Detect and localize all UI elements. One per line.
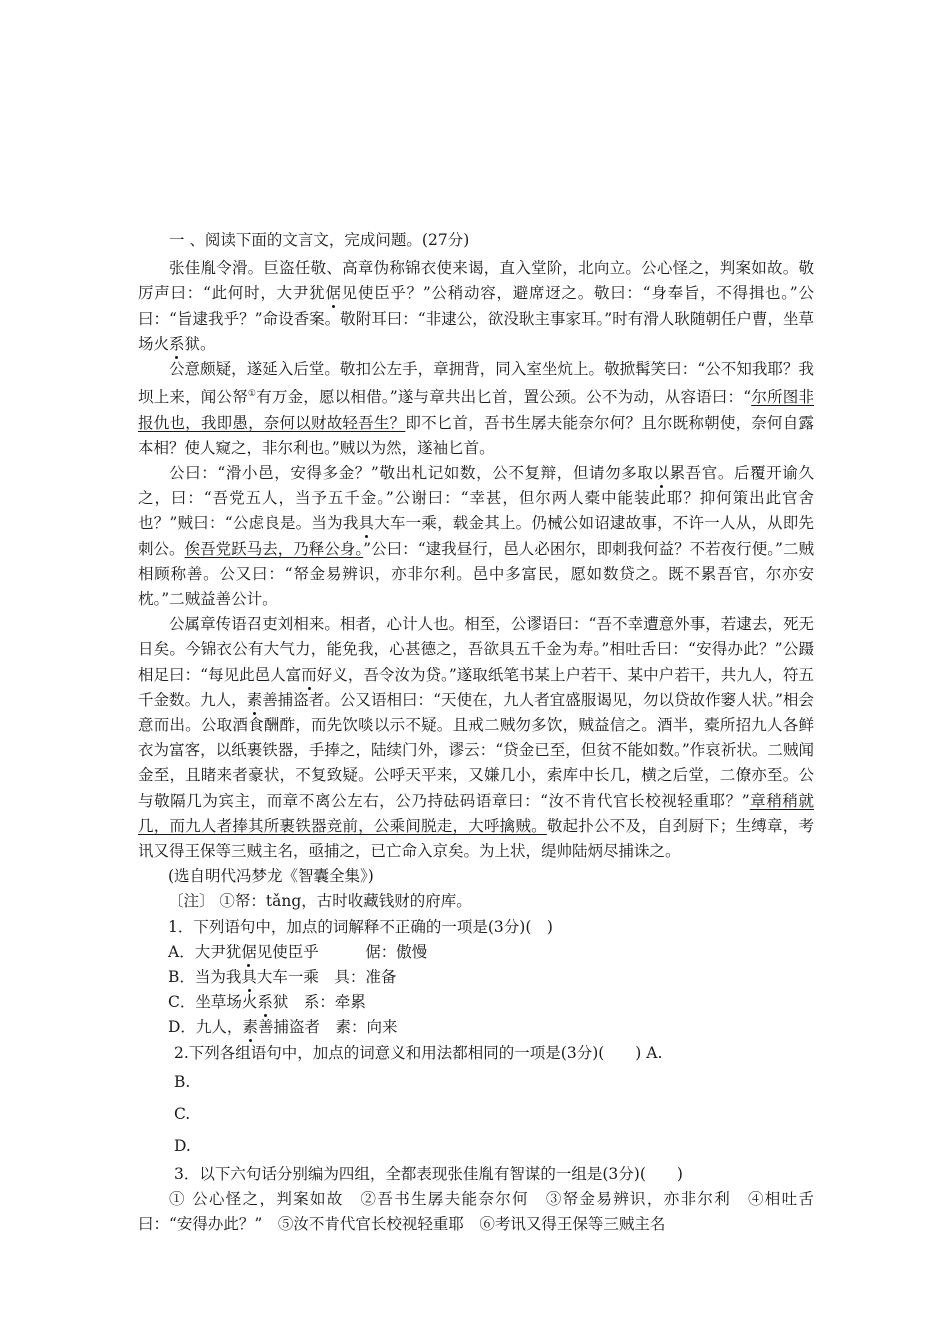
- dotted-word: 系: [257, 993, 273, 1012]
- text-run: ”公曰：“逮我昼行，邑人必困尔，即刺我何益？不若夜行便。”二贼相顾称善。公又曰：“帑金易辨识，亦非尔利。邑中多富民，愿如数贷之。既不累吾官，尔亦安枕。”二贼益善公计。: [138, 539, 814, 608]
- question-2-option-d: D.: [174, 1136, 191, 1155]
- dotted-word: 系: [169, 334, 185, 353]
- question-2-option-b: B.: [174, 1072, 191, 1091]
- passage-paragraph-2: [138, 357, 814, 461]
- dotted-word: 倨: [241, 942, 257, 961]
- question-2-stem: 2.下列各组语句中，加点的词意义和用法都相同的一项是(3分)( ) A.: [174, 1043, 663, 1062]
- option-text: A．大尹犹: [168, 942, 242, 961]
- document-body: [138, 228, 814, 1237]
- text-run: 累吾官。后覆开谕久之，曰：“吾党五人，当予五千金。”公谢曰：“幸甚，但尔两人橐中能装此耶？抑何策出此官舍也？”贼曰：“公虑良是。当为我: [138, 463, 814, 533]
- question-3-items: ① 公心怪之，判案如故 ②吾书生孱夫能奈尔何 ③帑金易辨识，亦非尔利 ④相吐舌曰：“安得办此？” ⑤汝不肯代官长校视轻重耶 ⑥考讯又得王保等三贼主名: [138, 1190, 814, 1234]
- dotted-word: 具: [241, 968, 257, 987]
- text-run: 敬起扑公不及，自刭厨下；生缚章，考讯又得王保等三贼主名，亟捕之，已亡命入京矣。为上状，缇帅陆炳尽捕诛之。: [138, 816, 814, 861]
- option-text: 大车一乘 具：准备: [256, 968, 397, 987]
- dotted-word: 以: [653, 463, 670, 482]
- underlined-sentence: 章稍稍就几，而九人者捧其所裹铁器竞前，公乘间脱走，大呼擒贼。: [138, 791, 814, 835]
- text-run: 狱。: [184, 334, 216, 353]
- passage-paragraph-3: [138, 461, 814, 612]
- question-1-option-b: [138, 965, 814, 990]
- question-1-stem: 1．下列语句中，加点的词解释不正确的一项是(3分)( ): [168, 917, 553, 936]
- footnote-marker: ①: [247, 389, 257, 400]
- text-run: 张佳胤令滑。巨盗任敬、高章伪称锦衣使来谒，直入堂阶，北向立。公心怪之，判案如故。敬厉声曰：“此何时，大尹犹: [138, 259, 814, 303]
- dotted-word: 素: [246, 690, 263, 709]
- text-run: 善捕盗者。公又语相曰：“天使在，九人者宜盛服谒见，勿以贷故作窭人状。”相会意而出。公取酒食酬酢，而先饮啖以示不疑。且戒二贼勿多饮，贼益信之。酒半，橐所招九人各鲜衣为富客，以纸裹铁器，手捧之，陆续门外，谬云：“贷金已至，但贫不能如数。”作哀祈状。二贼闻金至，且睹来者豪状，不复致疑。公呼天平来，又嫌几小，索库中长几，横之后堂，二僚亦至。公与敬隔几为宾主，而章不离公左右，公乃持砝码语章曰：“汝不肯代官长校视轻重耶？”: [138, 690, 814, 810]
- passage-paragraph-1: [138, 256, 814, 357]
- dotted-word: 素: [242, 1018, 258, 1037]
- text-run: 公曰：“滑小邑，安得多金？”敬出札记如数，公不复辩，但请勿多取: [169, 463, 654, 482]
- question-3-stem: 3．以下六句话分别编为四组，全都表现张佳胤有智谋的一组是(3分)( ): [174, 1164, 683, 1183]
- question-1-option-d: [138, 1015, 814, 1040]
- option-text: 狱 系：牵累: [272, 993, 366, 1012]
- option-text: 见使臣乎 倨：傲慢: [256, 942, 428, 961]
- passage-paragraph-4: [138, 612, 814, 864]
- dotted-word: 而: [301, 665, 317, 684]
- source-citation: (选自明代冯梦龙《智囊全集》): [168, 867, 374, 886]
- option-text: 善捕盗者 素：向来: [257, 1018, 398, 1037]
- underlined-sentence: 俟吾党跃马去，乃释公身。: [184, 539, 364, 558]
- footnote: 〔注〕 ①帑：tǎng，古时收藏钱财的府库。: [168, 892, 472, 911]
- option-text: D．九人，: [168, 1018, 243, 1037]
- text-run: 见使臣乎？”公稍动容，避席迓之。敬曰：“身奉旨，不得揖也。”公曰：“旨逮我乎？”命设香案。敬附耳曰：“非逮公，欲没耿主事家耳。”时有滑人耿随朝任户曹，坐草场火: [138, 284, 814, 353]
- option-text: C．坐草场火: [168, 993, 258, 1012]
- question-2-option-c: C.: [174, 1104, 191, 1123]
- dotted-word: 具: [358, 514, 375, 533]
- underlined-sentence: 尔所图非报仇也，我即愚，奈何以财故轻吾生？: [138, 388, 814, 432]
- text-run: 即不匕首，吾书生孱夫能奈尔何？且尔既称朝使，奈何自露本相？使人窥之，非尔利也。”贼以为然，遂袖匕首。: [138, 413, 814, 457]
- option-text: B．当为我: [168, 968, 242, 987]
- section-heading: 一 、阅读下面的文言文，完成问题。(27分): [169, 231, 470, 249]
- question-1-option-c: [138, 990, 814, 1015]
- question-1-option-a: [138, 940, 814, 965]
- text-run: 好义，吾令汝为贷。”遂取纸笔书某上户若干、某中户若干，共九人，符五千金数。九人，: [138, 665, 814, 709]
- text-run: 公意颇疑，遂延入后堂。敬扣公左手，章拥背，同入室坐炕上。敬掀髯笑曰：“公不知我耶？我坝上来，闻公帑: [138, 360, 814, 407]
- text-run: 大车一乘，载金其上。仍械公如诏逮故事，不许一人从，从即先刺公。: [138, 514, 814, 558]
- text-run: 公属章传语召吏刘相来。相者，心计人也。相至，公谬语曰：“吾不幸遭意外事，若逮去，死无日矣。今锦衣公有大气力，能免我，心甚德之，吾欲具五千金为寿。”相吐舌曰：“安得办此？”公蹑相足曰：“每见此邑人富: [138, 615, 814, 684]
- dotted-word: 倨: [325, 284, 342, 303]
- text-run: 有万金，愿以相借。”遂与章共出匕首，置公颈。公不为动，从容语曰：“: [256, 388, 752, 407]
